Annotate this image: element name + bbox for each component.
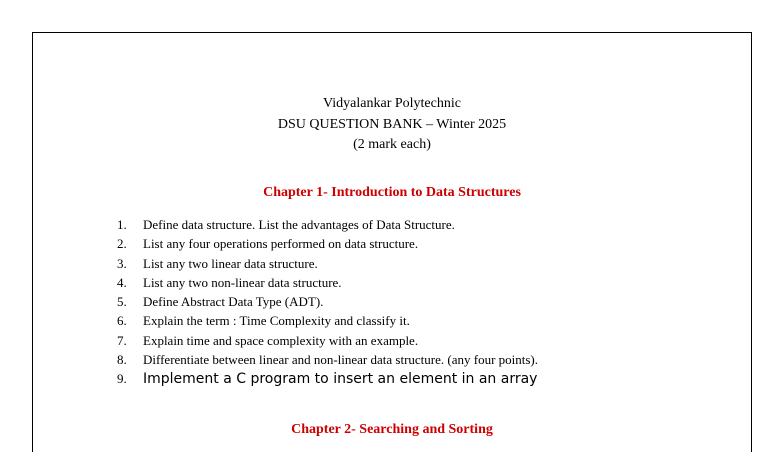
- question-text: Explain time and space complexity with an example.: [143, 332, 419, 348]
- question-item: [117, 369, 538, 388]
- question-item: [117, 292, 538, 311]
- question-item: [117, 311, 538, 330]
- question-item: [117, 350, 538, 369]
- question-text: List any two non-linear data structure.: [143, 274, 342, 290]
- institution-name: Vidyalankar Polytechnic: [323, 96, 461, 111]
- question-text: Differentiate between linear and non-linear data structure. (any four points).: [143, 352, 539, 368]
- question-number: 7.: [117, 332, 127, 348]
- question-item: [117, 273, 538, 292]
- question-number: 8.: [117, 352, 127, 368]
- question-text: Implement a C program to insert an element in an array: [143, 371, 538, 388]
- question-item: [117, 254, 538, 273]
- question-number: 5.: [117, 294, 127, 310]
- question-number: 9.: [117, 371, 127, 387]
- question-number: 3.: [117, 255, 127, 271]
- marks-note: (2 mark each): [353, 137, 431, 152]
- question-item: [117, 234, 538, 253]
- chapter-1-title: Chapter 1- Introduction to Data Structures: [263, 185, 521, 200]
- question-number: 1.: [117, 217, 127, 232]
- document-page: [32, 32, 752, 452]
- question-text: Define data structure. List the advantages of Data Structure.: [143, 217, 455, 232]
- question-item: [117, 215, 538, 234]
- document-title: DSU QUESTION BANK – Winter 2025: [277, 117, 507, 132]
- question-text: List any two linear data structure.: [143, 255, 318, 271]
- question-number: 4.: [117, 274, 127, 290]
- question-number: 2.: [117, 236, 127, 252]
- chapter-1-question-list: [117, 215, 538, 389]
- question-text: Explain the term : Time Complexity and classify it.: [143, 313, 410, 329]
- question-text: List any four operations performed on data structure.: [143, 236, 419, 252]
- question-text: Define Abstract Data Type (ADT).: [143, 294, 324, 310]
- chapter-2-title: Chapter 2- Searching and Sorting: [291, 422, 493, 437]
- question-item: [117, 331, 538, 350]
- question-number: 6.: [117, 313, 127, 329]
